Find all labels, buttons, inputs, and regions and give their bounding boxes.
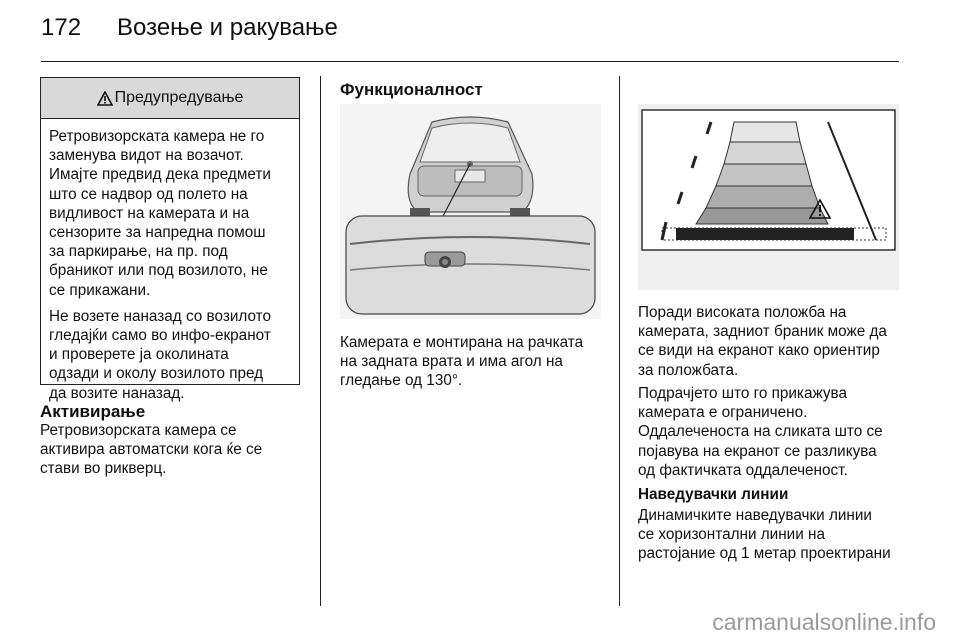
header-divider bbox=[41, 61, 899, 62]
bumper-paragraph: Поради високата положба на камерата, задниот браник може да се види на екранот како ориентир за положбата. bbox=[638, 304, 887, 379]
guidelines-paragraph: Динамичките наведувачки линии се хоризонтални линии на растојание од 1 метар проектирани bbox=[638, 507, 891, 563]
column-divider bbox=[320, 76, 321, 606]
watermark: carmanualsonline.info bbox=[712, 609, 936, 635]
warning-title: Предупредување bbox=[114, 89, 244, 106]
warning-paragraph-1: Ретровизорската камера не го заменува видот на возачот. Имајте предвид дека предмети што се надвор од полето на видливост на камерата и на сензорите за напредна помош за паркирање, на пр. под браникот или под возилото, не се прикажани. bbox=[49, 128, 271, 299]
warning-body bbox=[41, 119, 299, 403]
warning-triangle-icon bbox=[97, 91, 113, 106]
guidelines-heading: Наведувачки линии bbox=[638, 486, 789, 503]
column-divider-2 bbox=[619, 76, 620, 606]
page-number: 172 bbox=[41, 14, 82, 41]
area-paragraph: Подрачјето што го прикажува камерата е ограничено. Оддалеченоста на сликата што се појавува на екранот се разликува од фактичката оддалеченост. bbox=[638, 385, 883, 479]
warning-header bbox=[41, 78, 299, 119]
guidelines-display-illustration bbox=[638, 104, 899, 290]
warning-paragraph-2: Не возете наназад со возилото гледајќи само во инфо-екранот и проверете ја околината одзади и околу возилото пред да возите наназад. bbox=[49, 307, 271, 402]
camera-location-illustration bbox=[340, 104, 601, 319]
warning-box bbox=[40, 77, 300, 402]
page-title: Возење и ракување bbox=[117, 14, 338, 41]
functionality-heading: Функционалност bbox=[340, 80, 483, 99]
activation-heading: Активирање bbox=[40, 402, 146, 421]
camera-caption: Камерата е монтирана на рачката на задната врата и има агол на гледање од 130°. bbox=[340, 334, 584, 390]
activation-text: Ретровизорската камера се активира автоматски кога ќе се стави во рикверц. bbox=[40, 422, 263, 478]
